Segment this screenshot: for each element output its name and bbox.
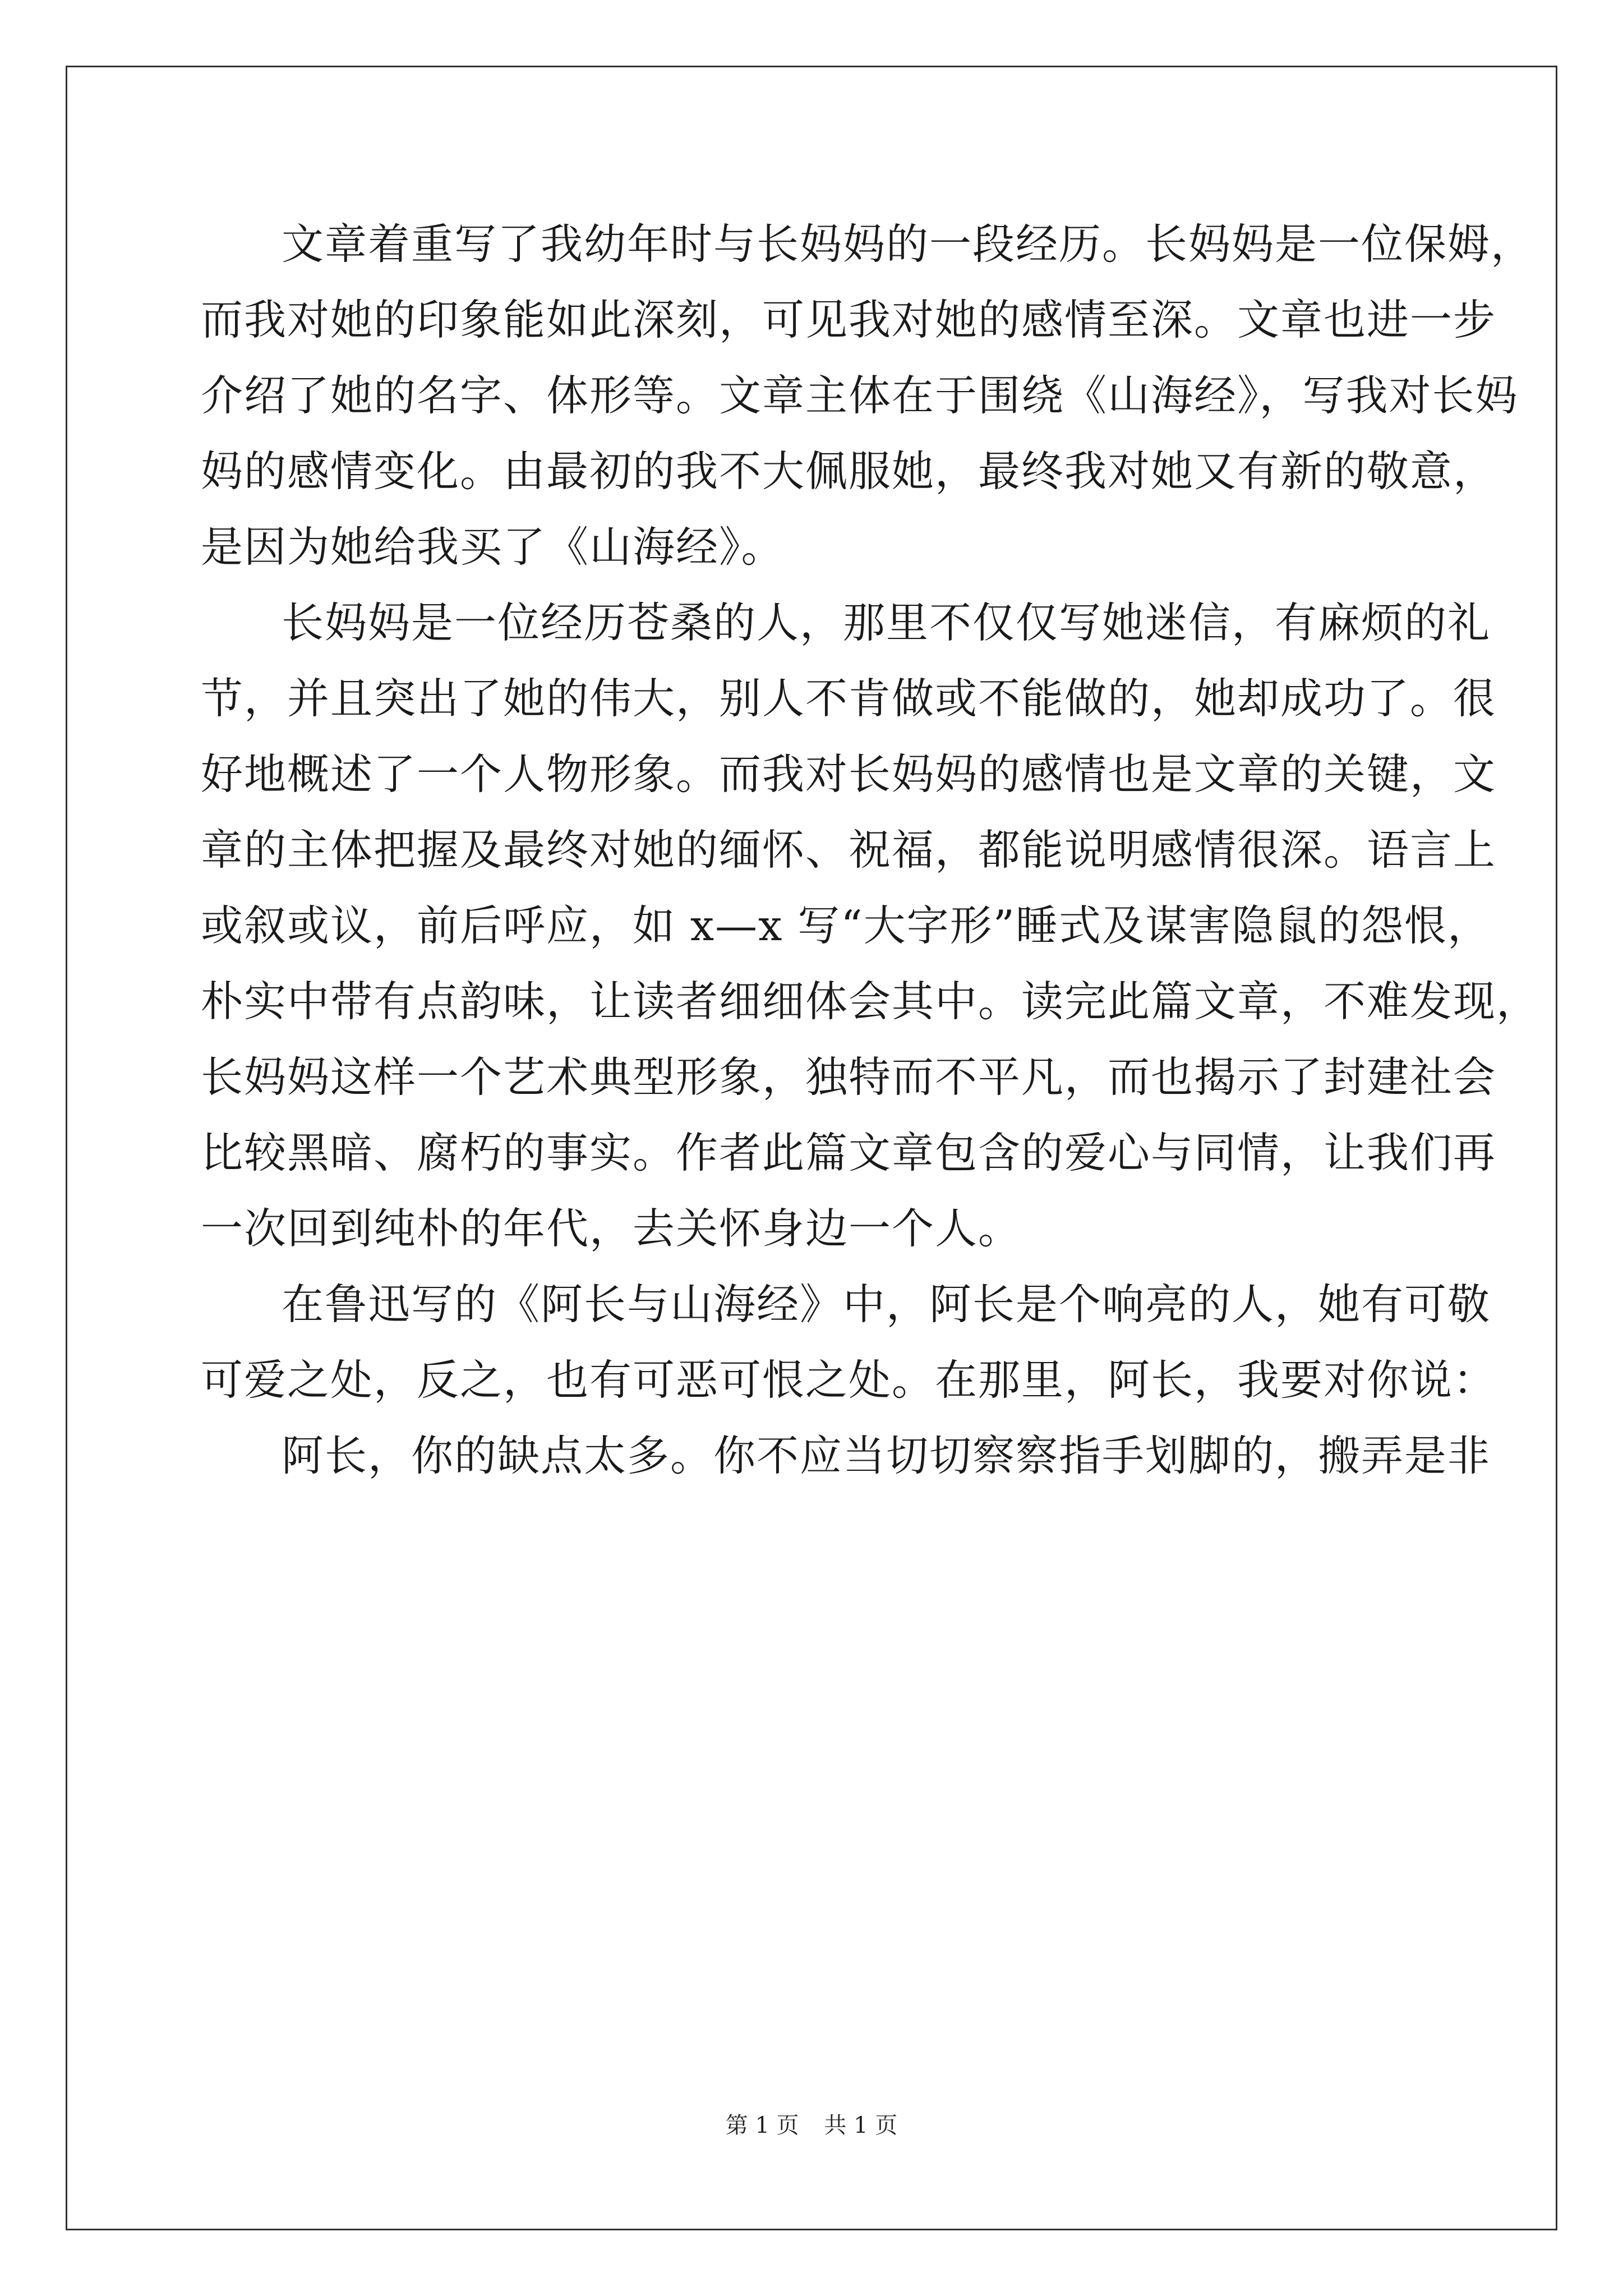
text-line-16: 可爱之处，反之，也有可恶可恨之处。在那里，阿长，我要对你说：: [201, 1355, 1497, 1405]
text-line-5: 是因为她给我买了《山海经》。: [201, 522, 785, 572]
text-line-10: 或叙或议，前后呼应，如 x—x 写“大字形”睡式及谋害隐鼠的怨恨，: [201, 901, 1491, 950]
text-line-15: 在鲁迅写的《阿长与山海经》中，阿长是个响亮的人，她有可敬: [282, 1280, 1491, 1329]
text-line-2: 而我对她的印象能如此深刻，可见我对她的感情至深。文章也进一步: [201, 295, 1497, 344]
text-line-6: 长妈妈是一位经历苍桑的人，那里不仅仅写她迷信，有麻烦的礼: [282, 598, 1491, 647]
text-line-11: 朴实中带有点韵味，让读者细细体会其中。读完此篇文章，不难发现，: [201, 977, 1540, 1026]
page-number: 第 1 页: [725, 2113, 799, 2138]
text-line-7: 节，并且突出了她的伟大，别人不肯做或不能做的，她却成功了。很: [201, 674, 1497, 723]
text-line-3: 介绍了她的名字、体形等。文章主体在于围绕《山海经》，写我对长妈: [201, 371, 1519, 420]
page-footer: [0, 2110, 1623, 2141]
text-line-13: 比较黑暗、腐朽的事实。作者此篇文章包含的爱心与同情，让我们再: [201, 1128, 1497, 1177]
text-line-12: 长妈妈这样一个艺术典型形象，独特而不平凡，而也揭示了封建社会: [201, 1052, 1497, 1102]
page-total: 共 1 页: [824, 2113, 898, 2138]
text-line-8: 好地概述了一个人物形象。而我对长妈妈的感情也是文章的关键，文: [201, 749, 1497, 799]
text-line-17: 阿长，你的缺点太多。你不应当切切察察指手划脚的，搬弄是非: [282, 1431, 1491, 1480]
text-line-1: 文章着重写了我幼年时与长妈妈的一段经历。长妈妈是一位保姆，: [282, 219, 1534, 269]
text-line-4: 妈的感情变化。由最初的我不大佩服她，最终我对她又有新的敬意，: [201, 447, 1497, 496]
text-line-14: 一次回到纯朴的年代，去关怀身边一个人。: [201, 1204, 1022, 1253]
text-line-9: 章的主体把握及最终对她的缅怀、祝福，都能说明感情很深。语言上: [201, 825, 1497, 875]
